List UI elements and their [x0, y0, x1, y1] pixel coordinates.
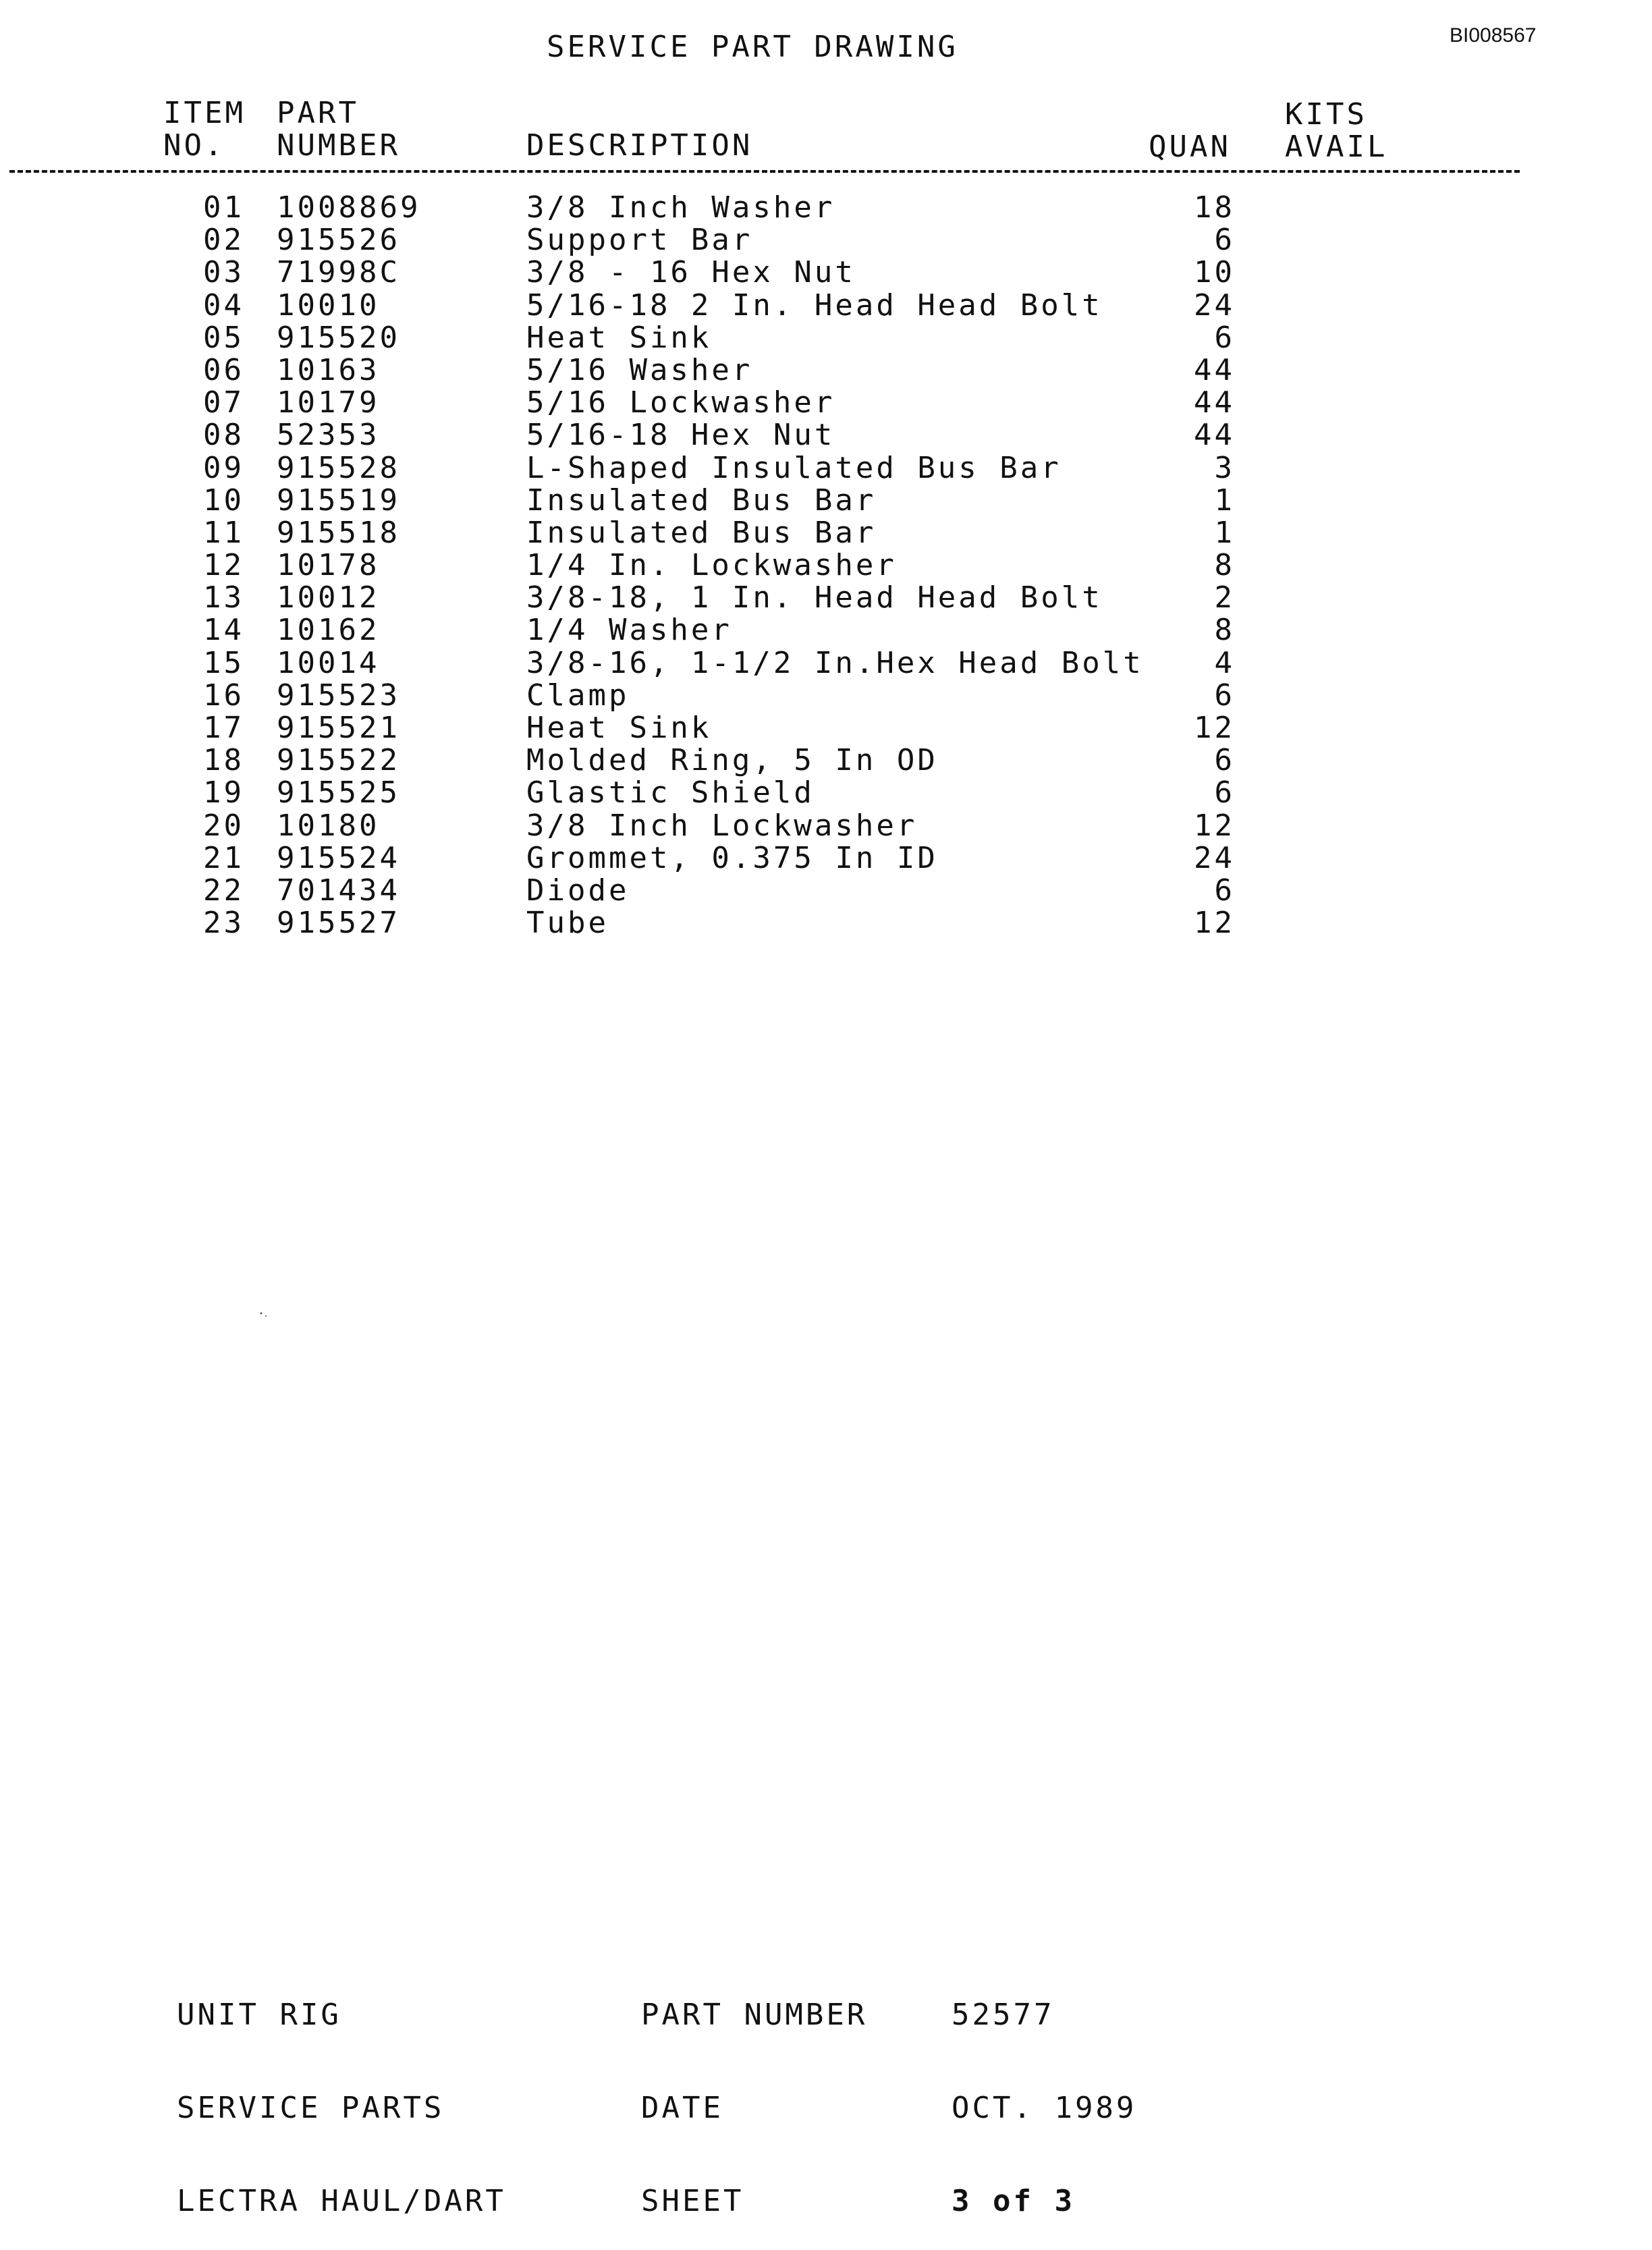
- description: Molded Ring, 5 In OD: [526, 743, 938, 778]
- table-row: [0, 255, 1652, 290]
- part-number: 1008869: [277, 190, 421, 225]
- footer-company-line: LECTRA HAUL/DART: [177, 2184, 506, 2218]
- item-number: 10: [203, 483, 244, 518]
- part-number: 915526: [277, 223, 400, 258]
- table-row: [0, 515, 1652, 551]
- item-number: 05: [203, 320, 244, 355]
- header-description: DESCRIPTION: [526, 128, 753, 163]
- item-number: 08: [203, 418, 244, 453]
- quantity: 24: [1194, 840, 1235, 875]
- table-row: [0, 287, 1652, 323]
- part-number: 915528: [277, 450, 400, 485]
- item-number: 23: [203, 906, 244, 941]
- quantity: 24: [1194, 287, 1235, 323]
- quantity: 44: [1194, 385, 1235, 420]
- item-number: 18: [203, 743, 244, 778]
- table-row: [0, 385, 1652, 420]
- part-number: 915518: [277, 515, 400, 550]
- description: 3/8 - 16 Hex Nut: [526, 255, 856, 290]
- table-row: [0, 190, 1652, 225]
- description: Insulated Bus Bar: [526, 515, 877, 550]
- item-number: 17: [203, 711, 244, 745]
- part-number: 915520: [277, 320, 400, 355]
- item-number: 03: [203, 255, 244, 290]
- document-id: BI008567: [1450, 24, 1537, 47]
- part-number: 71998C: [277, 255, 400, 290]
- description: 3/8 Inch Washer: [526, 190, 835, 225]
- item-number: 22: [203, 873, 244, 908]
- item-number: 04: [203, 287, 244, 323]
- quantity: 8: [1214, 548, 1235, 583]
- item-number: 11: [203, 515, 244, 550]
- table-row: [0, 743, 1652, 778]
- item-number: 19: [203, 775, 244, 811]
- description: 3/8-18, 1 In. Head Head Bolt: [526, 580, 1103, 615]
- item-number: 15: [203, 645, 244, 680]
- part-number: 10012: [277, 580, 380, 615]
- footer-value-sheet: 3 of 3: [952, 2184, 1075, 2218]
- description: 3/8-16, 1-1/2 In.Hex Head Bolt: [526, 645, 1144, 680]
- part-number: 915522: [277, 743, 400, 778]
- table-row: [0, 908, 1652, 941]
- table-row: [0, 320, 1652, 356]
- quantity: 44: [1194, 418, 1235, 453]
- part-number: 52353: [277, 418, 380, 453]
- quantity: 12: [1194, 711, 1235, 745]
- footer-label-date: DATE: [641, 2091, 723, 2125]
- part-number: 701434: [277, 873, 400, 908]
- footer-company-line: UNIT RIG: [177, 1998, 341, 2032]
- item-number: 14: [203, 613, 244, 648]
- quantity: 4: [1214, 645, 1235, 680]
- description: 5/16 Lockwasher: [526, 385, 835, 420]
- table-row: [0, 420, 1652, 453]
- description: Clamp: [526, 678, 630, 713]
- header-part-line1: PART: [277, 96, 359, 130]
- part-number: 10010: [277, 287, 380, 323]
- table-row: [0, 678, 1652, 713]
- part-number: 10180: [277, 808, 380, 843]
- quantity: 6: [1214, 775, 1235, 811]
- quantity: 12: [1194, 808, 1235, 843]
- page-title: SERVICE PART DRAWING: [547, 30, 958, 64]
- part-number: 10178: [277, 548, 380, 583]
- quantity: 8: [1214, 613, 1235, 648]
- header-kits-line2: AVAIL: [1285, 130, 1388, 164]
- header-quan: QUAN: [1149, 130, 1231, 164]
- quantity: 3: [1214, 450, 1235, 485]
- table-row: [0, 352, 1652, 388]
- quantity: 6: [1214, 320, 1235, 355]
- footer-company-block: [177, 1941, 506, 2250]
- description: Glastic Shield: [526, 775, 815, 811]
- description: L-Shaped Insulated Bus Bar: [526, 450, 1062, 485]
- scan-speck: [259, 1312, 269, 1317]
- quantity: 6: [1214, 223, 1235, 258]
- footer-label-sheet: SHEET: [641, 2184, 744, 2218]
- table-row: [0, 808, 1652, 844]
- table-row: [0, 548, 1652, 583]
- table-row: [0, 840, 1652, 876]
- part-number: 10014: [277, 645, 380, 680]
- part-number: 915525: [277, 775, 400, 811]
- header-divider: [9, 170, 1520, 173]
- item-number: 01: [203, 190, 244, 225]
- item-number: 12: [203, 548, 244, 583]
- table-row: [0, 450, 1652, 486]
- parts-table: [0, 190, 1652, 941]
- description: Support Bar: [526, 223, 753, 258]
- footer-label-part-number: PART NUMBER: [641, 1998, 868, 2032]
- table-row: [0, 775, 1652, 811]
- footer-labels-block: [641, 1941, 867, 2250]
- quantity: 44: [1194, 352, 1235, 387]
- description: Heat Sink: [526, 711, 712, 745]
- part-number: 915521: [277, 711, 400, 745]
- item-number: 06: [203, 352, 244, 387]
- footer-company-line: SERVICE PARTS: [177, 2091, 445, 2125]
- description: Grommet, 0.375 In ID: [526, 840, 938, 875]
- part-number: 10179: [277, 385, 380, 420]
- description: 1/4 Washer: [526, 613, 732, 648]
- part-number: 915519: [277, 483, 400, 518]
- footer-value-part-number: 52577: [952, 1998, 1055, 2032]
- description: Tube: [526, 906, 609, 941]
- part-number: 915524: [277, 840, 400, 875]
- header-item-line1: ITEM: [163, 96, 246, 130]
- item-number: 20: [203, 808, 244, 843]
- item-number: 16: [203, 678, 244, 713]
- quantity: 6: [1214, 873, 1235, 908]
- part-number: 915527: [277, 906, 400, 941]
- footer-values-block: [952, 1941, 1136, 2250]
- table-row: [0, 645, 1652, 681]
- description: 5/16-18 Hex Nut: [526, 418, 835, 453]
- table-row: [0, 713, 1652, 746]
- description: 5/16 Washer: [526, 352, 753, 387]
- part-number: 10162: [277, 613, 380, 648]
- description: Diode: [526, 873, 630, 908]
- table-row: [0, 225, 1652, 258]
- table-row: [0, 873, 1652, 908]
- description: 3/8 Inch Lockwasher: [526, 808, 918, 843]
- description: 1/4 In. Lockwasher: [526, 548, 897, 583]
- quantity: 18: [1194, 190, 1235, 225]
- part-number: 10163: [277, 352, 380, 387]
- footer-value-date: OCT. 1989: [952, 2091, 1137, 2125]
- quantity: 6: [1214, 743, 1235, 778]
- header-part-line2: NUMBER: [277, 128, 400, 163]
- quantity: 10: [1194, 255, 1235, 290]
- item-number: 21: [203, 840, 244, 875]
- header-item-line2: NO.: [163, 128, 225, 163]
- description: Heat Sink: [526, 320, 712, 355]
- table-row: [0, 615, 1652, 648]
- table-row: [0, 580, 1652, 615]
- quantity: 6: [1214, 678, 1235, 713]
- description: Insulated Bus Bar: [526, 483, 877, 518]
- quantity: 12: [1194, 906, 1235, 941]
- quantity: 1: [1214, 515, 1235, 550]
- header-kits-line1: KITS: [1285, 97, 1367, 132]
- item-number: 07: [203, 385, 244, 420]
- item-number: 09: [203, 450, 244, 485]
- item-number: 13: [203, 580, 244, 615]
- quantity: 2: [1214, 580, 1235, 615]
- quantity: 1: [1214, 483, 1235, 518]
- item-number: 02: [203, 223, 244, 258]
- table-row: [0, 483, 1652, 518]
- description: 5/16-18 2 In. Head Head Bolt: [526, 287, 1103, 323]
- part-number: 915523: [277, 678, 400, 713]
